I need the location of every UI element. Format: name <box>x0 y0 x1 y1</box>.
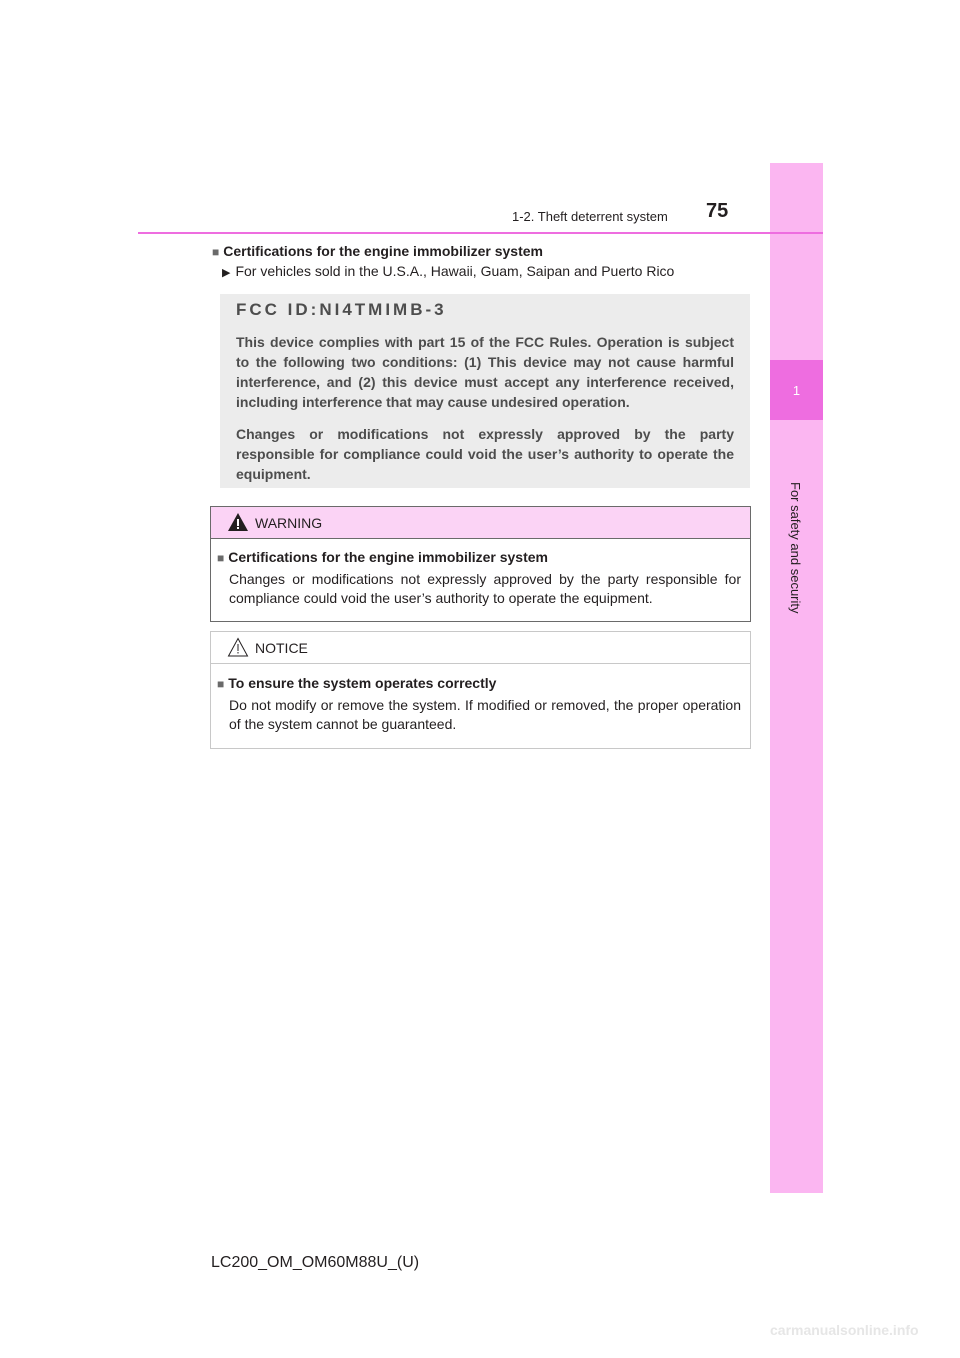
watermark: carmanualsonline.info <box>770 1322 919 1338</box>
header-divider <box>138 232 823 234</box>
fcc-paragraph-2: Changes or modifications not expressly approved by the party responsible for compliance could void the user’s authority to operate the equipment. <box>236 426 734 482</box>
fcc-id: FCC ID:NI4TMIMB-3 <box>236 300 447 319</box>
fcc-paragraph-1: This device complies with part 15 of the FCC Rules. Operation is subject to the following two conditions: (1) This device may not cause harmful interference, and (2) this device must accept any interference received, including interference that may cause undesired operation. <box>236 334 734 410</box>
notice-subheading <box>217 675 496 691</box>
document-code: LC200_OM_OM60M88U_(U) <box>211 1254 420 1271</box>
warning-box <box>210 506 751 622</box>
notice-title: NOTICE <box>255 640 308 656</box>
caution-triangle-icon <box>227 637 249 657</box>
warning-subheading <box>217 549 548 565</box>
side-tab <box>770 163 823 1193</box>
warning-body: Changes or modifications not expressly approved by the party responsible for compliance could void the user’s authority to operate the equipment. <box>229 571 741 606</box>
notice-box <box>210 631 751 749</box>
warning-header <box>211 507 750 539</box>
square-bullet-icon: ■ <box>217 551 225 565</box>
bullet-item <box>222 263 674 279</box>
chapter-number: 1 <box>770 360 823 420</box>
warning-subheading-text: Certifications for the engine immobilizer system <box>228 549 548 565</box>
notice-subheading-text: To ensure the system operates correctly <box>228 675 497 691</box>
warning-triangle-icon <box>227 512 249 532</box>
section-heading-text: Certifications for the engine immobilizer system <box>223 243 543 259</box>
section-heading <box>212 243 543 259</box>
notice-header <box>211 632 750 664</box>
page-number: 75 <box>706 200 729 222</box>
fcc-label-image <box>220 294 750 488</box>
arrow-bullet-icon: ▶ <box>222 267 231 279</box>
chapter-label: For safety and security <box>788 482 803 614</box>
notice-body: Do not modify or remove the system. If modified or removed, the proper operation of the system cannot be guaranteed. <box>229 697 741 732</box>
warning-title: WARNING <box>255 515 323 531</box>
section-title: 1-2. Theft deterrent system <box>512 209 668 224</box>
bullet-text: For vehicles sold in the U.S.A., Hawaii, Guam, Saipan and Puerto Rico <box>235 263 675 279</box>
square-bullet-icon: ■ <box>212 245 220 259</box>
square-bullet-icon: ■ <box>217 677 225 691</box>
